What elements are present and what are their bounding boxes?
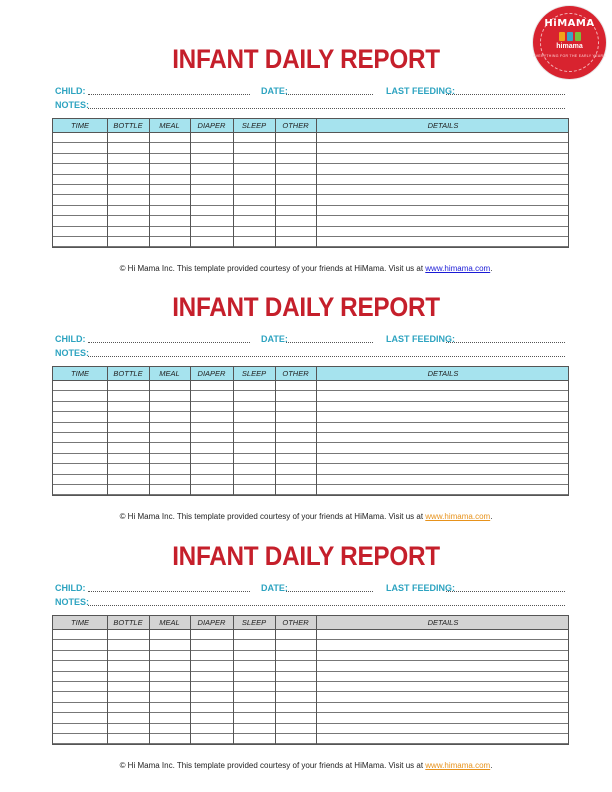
report-title: INFANT DAILY REPORT (172, 292, 440, 322)
table-row[interactable] (53, 640, 568, 650)
column-divider (233, 119, 234, 247)
report-section (0, 44, 612, 296)
logo-blocks-icon (559, 32, 581, 41)
child-label: CHILD: (55, 583, 86, 593)
table-row[interactable] (53, 154, 568, 164)
report-section (0, 292, 612, 544)
report-title: INFANT DAILY REPORT (172, 541, 440, 571)
column-header-sleep: SLEEP (241, 121, 267, 130)
footer-text: © Hi Mama Inc. This template provided courtesy of your friends at HiMama. Visit us at (119, 512, 426, 521)
notes-line[interactable] (88, 108, 565, 109)
logo-brand: HiMAMA (544, 18, 595, 29)
himama-link[interactable]: www.himama.com (425, 761, 491, 770)
notes-line[interactable] (88, 356, 565, 357)
date-label: DATE: (261, 86, 288, 96)
logo-wordmark: himama (556, 43, 583, 50)
date-label: DATE: (261, 334, 288, 344)
child-line[interactable] (88, 342, 250, 343)
table-row[interactable] (53, 164, 568, 174)
report-title: INFANT DAILY REPORT (172, 44, 440, 74)
column-header-meal: MEAL (159, 369, 180, 378)
column-divider (190, 119, 191, 247)
table-header (53, 367, 568, 381)
footer-credit (0, 264, 612, 273)
table-row[interactable] (53, 713, 568, 723)
table-row[interactable] (53, 206, 568, 216)
column-header-other: OTHER (282, 121, 309, 130)
table-row[interactable] (53, 216, 568, 226)
logo-tagline: EVERYTHING FOR THE EARLY YEARS (533, 54, 606, 58)
table-row[interactable] (53, 485, 568, 495)
footer-credit (0, 512, 612, 521)
logo-block-3 (575, 32, 581, 41)
column-divider (316, 367, 317, 495)
logo-block-1 (559, 32, 565, 41)
logo-block-2 (567, 32, 573, 41)
report-section (0, 541, 612, 792)
column-header-time: TIME (71, 369, 89, 378)
column-header-other: OTHER (282, 618, 309, 627)
table-row[interactable] (53, 475, 568, 485)
column-header-bottle: BOTTLE (113, 121, 143, 130)
column-divider (149, 616, 150, 744)
column-header-details: DETAILS (427, 121, 459, 130)
table-row[interactable] (53, 133, 568, 143)
column-divider (316, 616, 317, 744)
column-divider (316, 119, 317, 247)
table-header (53, 119, 568, 133)
column-header-time: TIME (71, 121, 89, 130)
column-divider (149, 367, 150, 495)
column-header-details: DETAILS (427, 618, 459, 627)
child-label: CHILD: (55, 86, 86, 96)
column-divider (275, 616, 276, 744)
log-table (52, 118, 569, 248)
column-divider (149, 119, 150, 247)
table-row[interactable] (53, 651, 568, 661)
column-header-sleep: SLEEP (241, 369, 267, 378)
column-header-diaper: DIAPER (197, 618, 226, 627)
notes-label: NOTES: (55, 348, 90, 358)
column-header-bottle: BOTTLE (113, 618, 143, 627)
notes-label: NOTES: (55, 597, 90, 607)
himama-link[interactable]: www.himama.com (425, 264, 491, 273)
last-feeding-label: LAST FEEDING: (386, 583, 455, 593)
table-row[interactable] (53, 195, 568, 205)
notes-label: NOTES: (55, 100, 90, 110)
column-header-diaper: DIAPER (197, 369, 226, 378)
table-row[interactable] (53, 227, 568, 237)
himama-link[interactable]: www.himama.com (425, 512, 491, 521)
table-row[interactable] (53, 185, 568, 195)
table-row[interactable] (53, 724, 568, 734)
table-row[interactable] (53, 412, 568, 422)
footer-end: . (490, 264, 493, 273)
column-header-other: OTHER (282, 369, 309, 378)
date-label: DATE: (261, 583, 288, 593)
column-header-bottle: BOTTLE (113, 369, 143, 378)
table-row[interactable] (53, 661, 568, 671)
footer-end: . (490, 761, 493, 770)
table-row[interactable] (53, 443, 568, 453)
column-divider (107, 616, 108, 744)
footer-text: © Hi Mama Inc. This template provided courtesy of your friends at HiMama. Visit us at (119, 264, 426, 273)
table-row[interactable] (53, 703, 568, 713)
table-row[interactable] (53, 143, 568, 153)
table-row[interactable] (53, 630, 568, 640)
column-divider (233, 367, 234, 495)
column-header-meal: MEAL (159, 618, 180, 627)
column-header-details: DETAILS (427, 369, 459, 378)
footer-credit (0, 761, 612, 770)
table-row[interactable] (53, 672, 568, 682)
table-row[interactable] (53, 391, 568, 401)
last-feeding-line[interactable] (446, 342, 565, 343)
table-header (53, 616, 568, 630)
footer-end: . (490, 512, 493, 521)
last-feeding-label: LAST FEEDING: (386, 334, 455, 344)
column-divider (275, 367, 276, 495)
child-line[interactable] (88, 94, 250, 95)
log-table (52, 615, 569, 745)
column-divider (275, 119, 276, 247)
last-feeding-line[interactable] (446, 591, 565, 592)
column-divider (107, 119, 108, 247)
child-line[interactable] (88, 591, 250, 592)
date-line[interactable] (286, 94, 373, 95)
notes-line[interactable] (88, 605, 565, 606)
table-row[interactable] (53, 734, 568, 744)
child-label: CHILD: (55, 334, 86, 344)
column-divider (107, 367, 108, 495)
table-row[interactable] (53, 423, 568, 433)
table-row[interactable] (53, 237, 568, 247)
column-header-meal: MEAL (159, 121, 180, 130)
column-header-time: TIME (71, 618, 89, 627)
table-row[interactable] (53, 175, 568, 185)
table-row[interactable] (53, 692, 568, 702)
footer-text: © Hi Mama Inc. This template provided courtesy of your friends at HiMama. Visit us at (119, 761, 426, 770)
date-line[interactable] (286, 342, 373, 343)
table-row[interactable] (53, 402, 568, 412)
column-divider (233, 616, 234, 744)
table-row[interactable] (53, 454, 568, 464)
column-header-diaper: DIAPER (197, 121, 226, 130)
column-header-sleep: SLEEP (241, 618, 267, 627)
log-table (52, 366, 569, 496)
table-row[interactable] (53, 682, 568, 692)
column-divider (190, 616, 191, 744)
column-divider (190, 367, 191, 495)
last-feeding-line[interactable] (446, 94, 565, 95)
table-row[interactable] (53, 464, 568, 474)
table-row[interactable] (53, 433, 568, 443)
table-row[interactable] (53, 381, 568, 391)
last-feeding-label: LAST FEEDING: (386, 86, 455, 96)
date-line[interactable] (286, 591, 373, 592)
